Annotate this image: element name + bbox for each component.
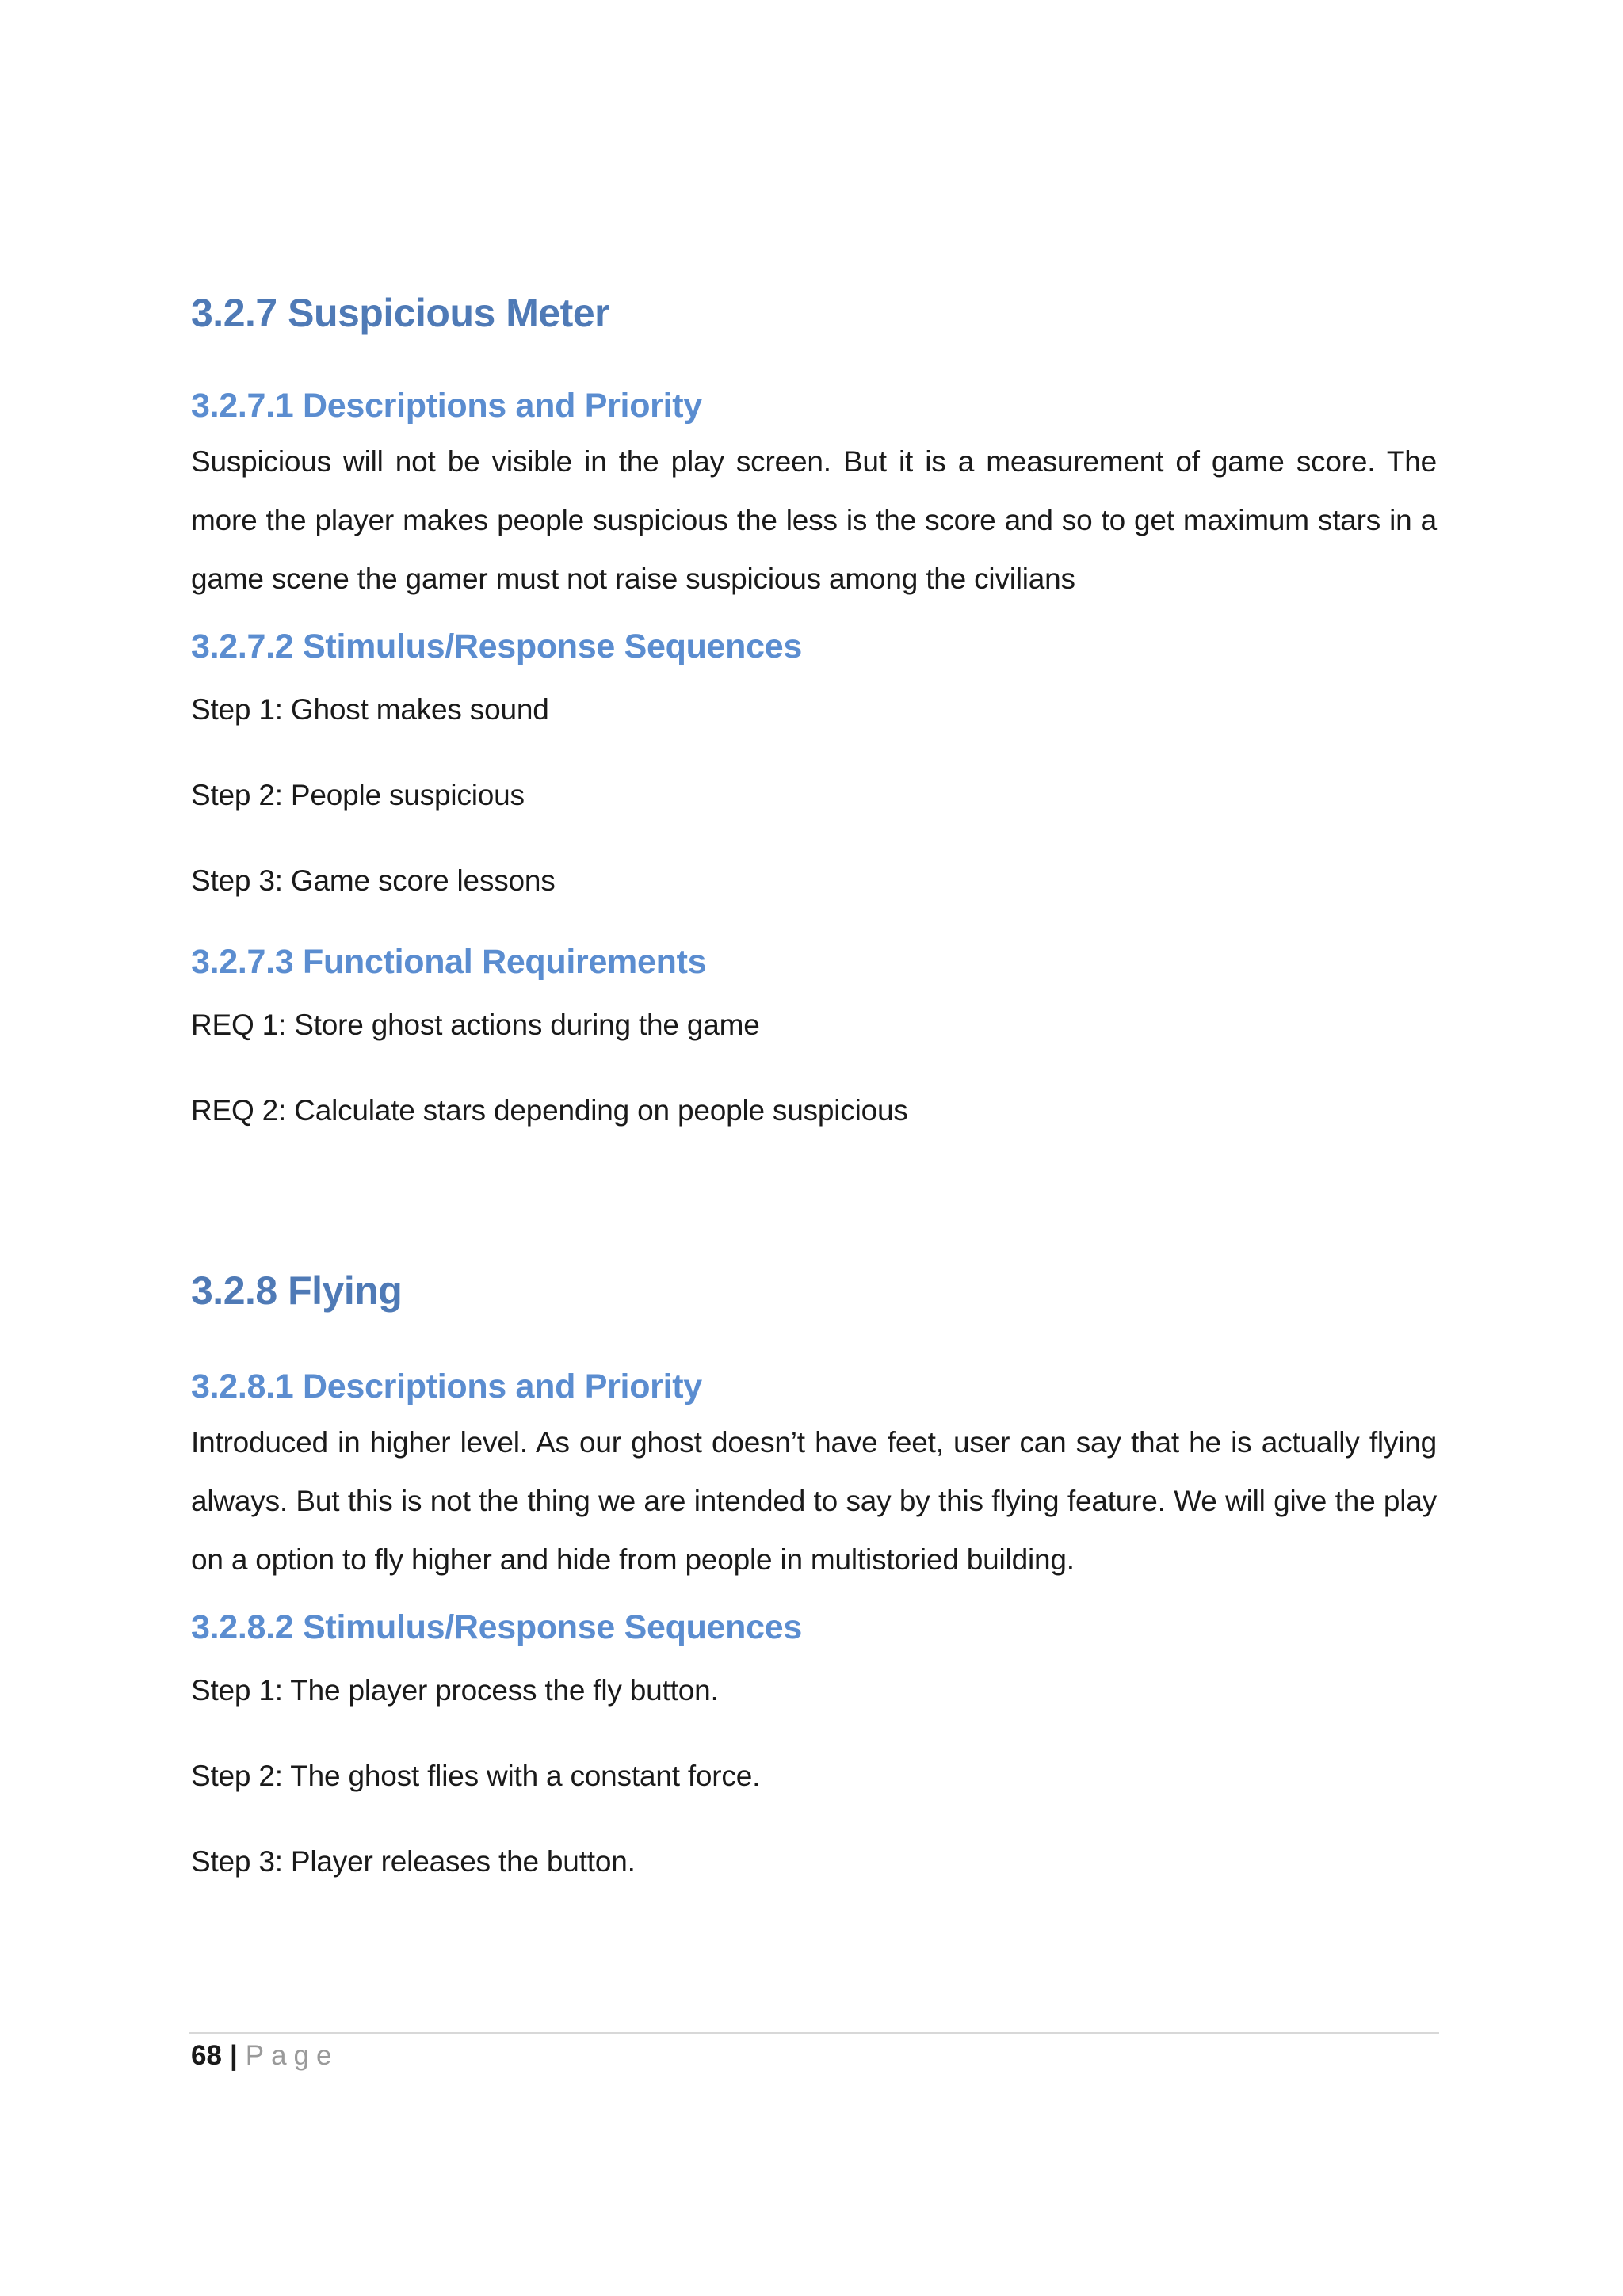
subsection-heading-328-2: 3.2.8.2 Stimulus/Response Sequences <box>191 1608 802 1646</box>
section-heading-flying: 3.2.8 Flying <box>191 1268 403 1313</box>
step-item: Step 1: Ghost makes sound <box>191 693 549 726</box>
footer-separator: | <box>229 2040 238 2071</box>
subsection-heading-327-2: 3.2.7.2 Stimulus/Response Sequences <box>191 627 802 666</box>
page-label: Page <box>245 2040 339 2071</box>
step-item: Step 3: Player releases the button. <box>191 1845 636 1878</box>
page-number: 68 <box>191 2040 222 2071</box>
step-item: Step 2: The ghost flies with a constant force. <box>191 1760 761 1792</box>
paragraph-327-1: Suspicious will not be visible in the play screen. But it is a measurement of game score. The more the player makes people suspicious the less is the score and so to get maximum stars in a game scene the gamer must not raise suspicious among the civilians <box>191 445 1437 595</box>
subsection-heading-328-1: 3.2.8.1 Descriptions and Priority <box>191 1367 702 1405</box>
requirement-item: REQ 1: Store ghost actions during the game <box>191 1009 760 1041</box>
section-heading-suspicious-meter: 3.2.7 Suspicious Meter <box>191 291 610 335</box>
footer-divider <box>189 2032 1439 2034</box>
page-footer <box>191 2036 338 2076</box>
subsection-heading-327-3: 3.2.7.3 Functional Requirements <box>191 943 707 981</box>
subsection-heading-327-1: 3.2.7.1 Descriptions and Priority <box>191 387 702 425</box>
step-item: Step 1: The player process the fly button. <box>191 1674 719 1707</box>
requirement-item: REQ 2: Calculate stars depending on people suspicious <box>191 1094 908 1127</box>
step-item: Step 2: People suspicious <box>191 779 525 811</box>
paragraph-328-1: Introduced in higher level. As our ghost doesn’t have feet, user can say that he is actually flying always. But this is not the thing we are intended to say by this flying feature. We will give the play on a option to fly higher and hide from people in multistoried building. <box>191 1426 1437 1576</box>
step-item: Step 3: Game score lessons <box>191 864 556 897</box>
page-content <box>191 285 1437 1886</box>
